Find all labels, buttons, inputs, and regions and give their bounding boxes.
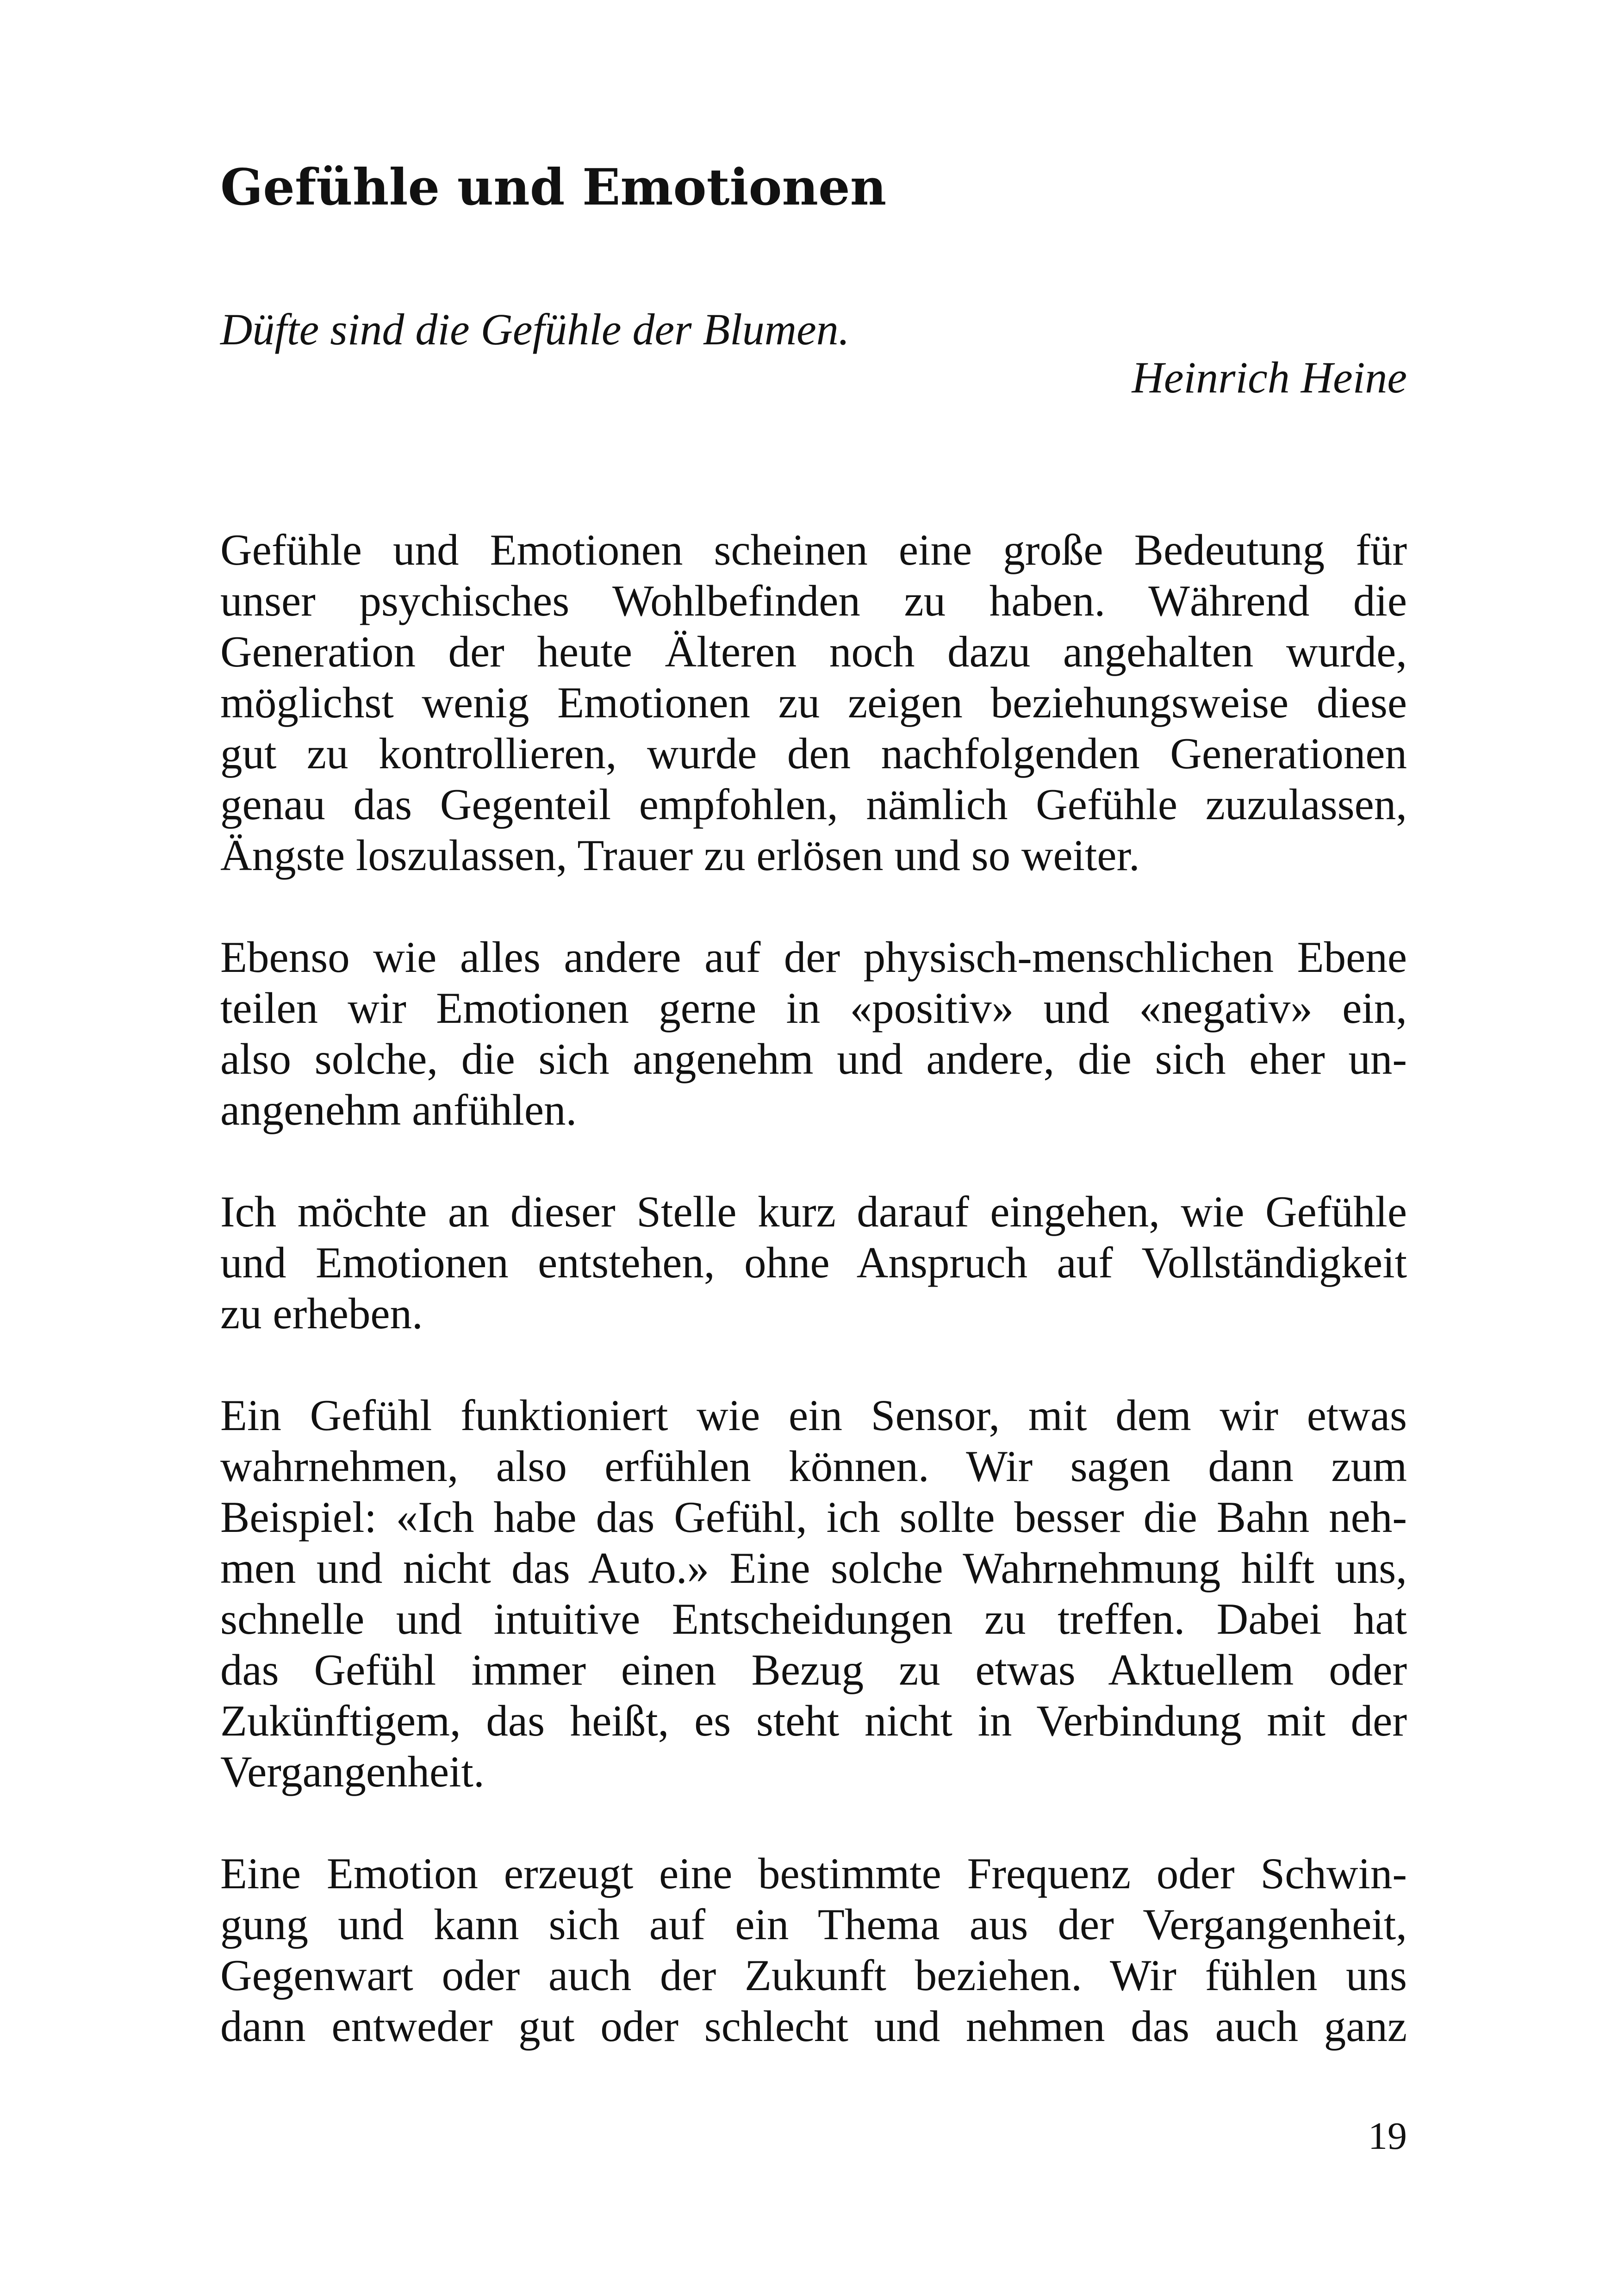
text-line: Zukünftigem, das heißt, es steht nicht in Verbindung mit der [220, 1696, 1407, 1745]
text-line: Gefühle und Emotionen scheinen eine große Bedeutung für [220, 525, 1407, 574]
paragraph [220, 1848, 1407, 2052]
text-line: gung und kann sich auf ein Thema aus der Vergangenheit, [220, 1900, 1407, 1949]
text-line: Ein Gefühl funktioniert wie ein Sensor, mit dem wir etwas [220, 1391, 1407, 1440]
epigraph-quote: Düfte sind die Gefühle der Blumen. [220, 305, 850, 354]
paragraph [220, 1186, 1407, 1339]
text-line: Gegenwart oder auch der Zukunft beziehen. Wir fühlen uns [220, 1951, 1407, 2000]
chapter-title: Gefühle und Emotionen [220, 158, 887, 217]
text-line: Generation der heute Älteren noch dazu angehalten wurde, [220, 627, 1407, 676]
paragraph [220, 932, 1407, 1135]
epigraph-author: Heinrich Heine [1132, 353, 1407, 402]
page-number: 19 [1368, 2115, 1407, 2158]
paragraph [220, 524, 1407, 881]
text-line: unser psychisches Wohlbefinden zu haben. Während die [220, 576, 1407, 625]
text-line: wahrnehmen, also erfühlen können. Wir sagen dann zum [220, 1442, 1407, 1491]
text-line: Ich möchte an dieser Stelle kurz darauf eingehen, wie Gefühle [220, 1187, 1407, 1236]
text-line: schnelle und intuitive Entscheidungen zu treffen. Dabei hat [220, 1594, 1407, 1643]
epigraph [220, 305, 1407, 402]
text-line: zu erheben. [220, 1289, 423, 1338]
text-line: Ebenso wie alles andere auf der physisch-menschlichen Ebene [220, 933, 1407, 982]
text-line: Ängste loszulassen, Trauer zu erlösen und so weiter. [220, 831, 1140, 880]
text-line: Eine Emotion erzeugt eine bestimmte Frequenz oder Schwin- [220, 1849, 1407, 1898]
paragraph [220, 1390, 1407, 1797]
body-text [220, 524, 1407, 2052]
text-line: genau das Gegenteil empfohlen, nämlich Gefühle zuzulassen, [220, 780, 1407, 829]
book-page [220, 157, 1407, 2147]
text-line: möglichst wenig Emotionen zu zeigen beziehungsweise diese [220, 678, 1407, 727]
text-line: Beispiel: «Ich habe das Gefühl, ich sollte besser die Bahn neh- [220, 1493, 1407, 1542]
text-line: also solche, die sich angenehm und andere, die sich eher un- [220, 1034, 1407, 1083]
text-line: Vergangenheit. [220, 1747, 485, 1796]
text-line: gut zu kontrollieren, wurde den nachfolgenden Generationen [220, 729, 1407, 778]
text-line: dann entweder gut oder schlecht und nehmen das auch ganz [220, 2002, 1407, 2051]
text-line: men und nicht das Auto.» Eine solche Wahrnehmung hilft uns, [220, 1543, 1407, 1593]
text-line: und Emotionen entstehen, ohne Anspruch auf Vollständigkeit [220, 1238, 1407, 1287]
text-line: teilen wir Emotionen gerne in «positiv» und «negativ» ein, [220, 983, 1407, 1033]
text-line: angenehm anfühlen. [220, 1085, 577, 1134]
text-line: das Gefühl immer einen Bezug zu etwas Aktuellem oder [220, 1645, 1407, 1694]
